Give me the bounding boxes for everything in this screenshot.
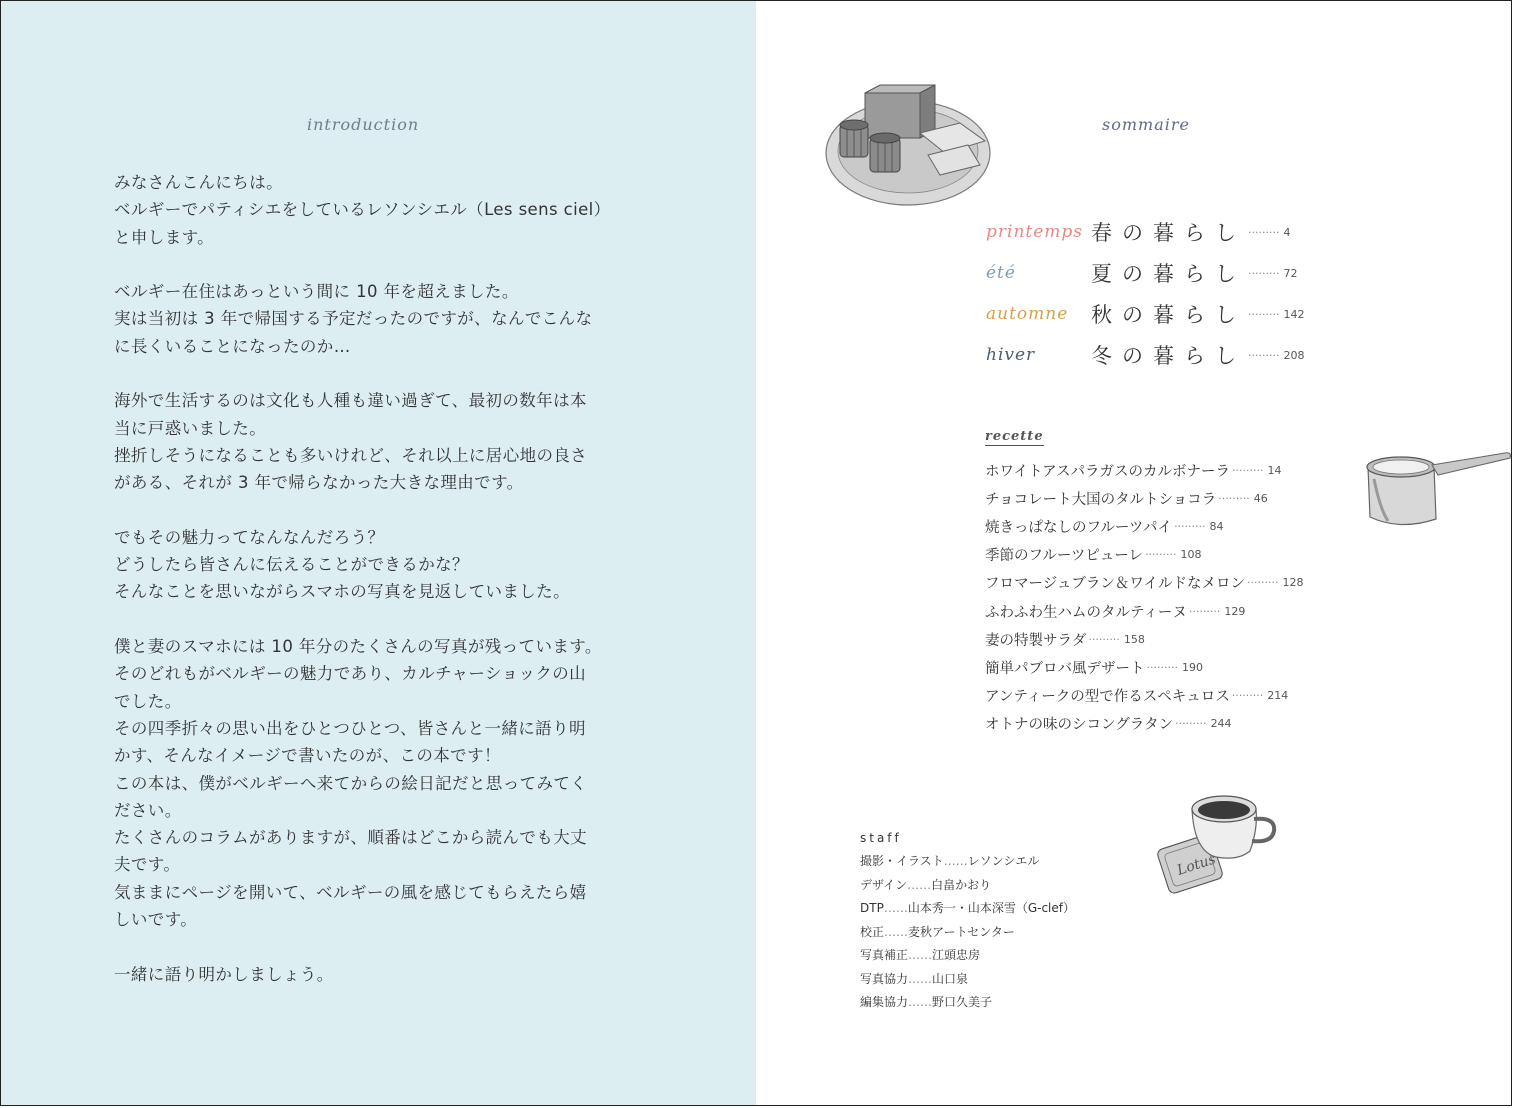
recipe-page-number: 158 [1123, 632, 1145, 646]
recipe-title: ホワイトアスパラガスのカルボナーラ [985, 463, 1231, 480]
intro-line: 実は当初は 3 年で帰国する予定だったのですが、なんでこんな [114, 309, 593, 329]
staff-role: デザイン [860, 877, 908, 892]
recipe-title: 簡単パブロバ風デザート [985, 660, 1145, 677]
staff-role: DTP [860, 901, 884, 915]
recipe-title: アンティークの型で作るスペキュロス [985, 689, 1230, 706]
leader-dots: ········· [1248, 266, 1280, 280]
intro-line: でした。 [114, 691, 182, 711]
intro-line: に長くいることになったのか… [114, 336, 351, 356]
season-page-number: 208 [1283, 348, 1305, 362]
recipe-page-number: 128 [1282, 576, 1304, 590]
leader-dots: …… [943, 854, 968, 868]
staff-name: 江頭忠房 [932, 948, 981, 962]
intro-line: ベルギー在住はあっという間に 10 年を超えました。 [114, 282, 519, 302]
intro-line: そのどれもがベルギーの魅力であり、カルチャーショックの山 [114, 664, 587, 684]
leader-dots: ········· [1174, 519, 1206, 533]
recipe-title: フロマージュブラン＆ワイルドなメロン [985, 576, 1245, 593]
leader-dots: …… [908, 995, 933, 1009]
staff-name: 山口泉 [932, 971, 969, 986]
intro-line: みなさんこんにちは。 [114, 173, 283, 192]
leader-dots: …… [908, 948, 933, 962]
staff-role: 編集協力 [860, 995, 909, 1009]
leader-dots: …… [883, 901, 908, 915]
leader-dots: ········· [1175, 717, 1207, 731]
season-jp-title: 夏の暮らし [1091, 262, 1246, 286]
intro-line: どうしたら皆さんに伝えることができるかな？ [114, 555, 469, 575]
staff-name: 麦秋アートセンター [908, 924, 1015, 939]
leader-dots: ········· [1248, 307, 1280, 321]
leader-dots: ········· [1146, 660, 1178, 674]
leader-dots: ········· [1145, 548, 1177, 562]
recette-heading: recette [985, 429, 1044, 444]
leader-dots: …… [908, 971, 933, 986]
intro-line: そんなことを思いながらスマホの写真を見返していました。 [114, 582, 570, 602]
season-page-number: 4 [1283, 225, 1291, 239]
intro-line: 一緒に語り明かしましょう。 [114, 964, 334, 984]
recipe-title: 妻の特製サラダ [985, 632, 1087, 649]
season-fr-label: printemps [986, 222, 1084, 242]
intro-line: ベルギーでパティシエをしているレソンシエル（Les sens ciel） [114, 200, 611, 220]
season-page-number: 72 [1283, 266, 1298, 280]
recipe-title: チョコレート大国のタルトショコラ [985, 491, 1217, 508]
leader-dots: ········· [1188, 604, 1221, 618]
season-jp-title: 春の暮らし [1091, 221, 1246, 245]
sommaire-heading: sommaire [1102, 115, 1190, 134]
recipe-page-number: 84 [1209, 519, 1224, 533]
leader-dots: …… [907, 877, 932, 892]
intro-line: たくさんのコラムがありますが、順番はどこから読んでも大丈 [114, 828, 588, 848]
leader-dots: ········· [1248, 225, 1280, 239]
recipe-page-number: 46 [1253, 491, 1268, 505]
intro-line: でもその魅力ってなんなんだろう？ [114, 527, 385, 547]
staff-role: 撮影・イラスト [860, 854, 944, 868]
intro-line: かす、そんなイメージで書いたのが、この本です！ [114, 746, 501, 766]
season-jp-title: 冬の暮らし [1091, 344, 1246, 368]
intro-line: と申します。 [114, 227, 215, 247]
staff-role: 写真補正 [860, 948, 909, 962]
season-fr-label: automne [986, 304, 1069, 324]
season-jp-title: 秋の暮らし [1091, 303, 1246, 327]
recipe-page-number: 244 [1210, 717, 1232, 731]
recipe-title: オトナの味のシコングラタン [985, 717, 1174, 734]
intro-line: 気ままにページを開いて、ベルギーの風を感じてもらえたら嬉 [114, 882, 587, 902]
leader-dots: ········· [1232, 463, 1264, 477]
intro-line: がある、それが 3 年で帰らなかった大きな理由です。 [114, 473, 524, 493]
intro-line: 僕と妻のスマホには 10 年分のたくさんの写真が残っています。 [114, 637, 602, 657]
svg-text:Lotus: Lotus [1175, 851, 1218, 879]
introduction-heading: introduction [307, 115, 420, 134]
season-fr-label: été [986, 263, 1016, 283]
recipe-page-number: 214 [1267, 689, 1289, 703]
staff-role: 写真協力 [860, 971, 909, 986]
staff-name: 野口久美子 [932, 995, 993, 1009]
staff-name: 白畠かおり [931, 877, 992, 892]
recipe-page-number: 108 [1180, 548, 1202, 562]
recipe-page-number: 129 [1224, 604, 1246, 618]
staff-heading: staff [860, 831, 902, 845]
intro-line: 当に戸惑いました。 [114, 418, 267, 438]
recipe-page-number: 14 [1267, 463, 1282, 477]
intro-line: この本は、僕がベルギーへ来てからの絵日記だと思ってみてく [114, 773, 588, 793]
staff-name: 山本秀一・山本深雪（G-clef） [907, 901, 1075, 915]
leader-dots: ········· [1248, 348, 1280, 362]
intro-line: その四季折々の思い出をひとつひとつ、皆さんと一緒に語り明 [114, 718, 586, 738]
intro-line: 夫です。 [114, 855, 181, 875]
intro-line: しいです。 [114, 910, 198, 930]
intro-line: 海外で生活するのは文化も人種も違い過ぎて、最初の数年は本 [114, 391, 587, 411]
leader-dots: …… [884, 924, 909, 939]
leader-dots: ········· [1218, 491, 1250, 505]
recipe-title: 季節のフルーツピューレ [985, 548, 1144, 565]
recipe-page-number: 190 [1181, 660, 1203, 674]
leader-dots: ········· [1088, 632, 1120, 646]
season-fr-label: hiver [986, 345, 1036, 365]
leader-dots: ········· [1231, 689, 1264, 703]
recipe-title: 焼きっぱなしのフルーツパイ [985, 519, 1173, 536]
season-page-number: 142 [1283, 307, 1305, 321]
recipe-title: ふわふわ生ハムのタルティーヌ [985, 604, 1187, 621]
leader-dots: ········· [1246, 576, 1279, 590]
staff-name: レソンシエル [967, 854, 1040, 868]
intro-line: 挫折しそうになることも多いけれど、それ以上に居心地の良さ [114, 445, 588, 465]
staff-role: 校正 [860, 924, 885, 939]
intro-line: ださい。 [114, 800, 182, 820]
